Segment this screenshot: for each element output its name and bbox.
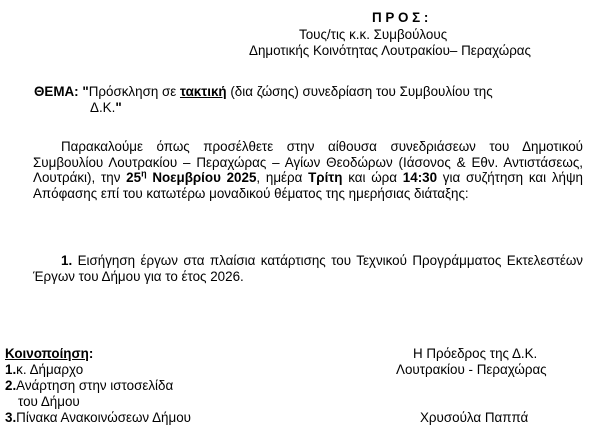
subject-line: ΘΕΜΑ: "Πρόσκληση σε τακτική (δια ζώσης) συνεδρίαση του Συμβουλίου της — [34, 84, 493, 99]
signature-role-2: Λουτρακίου - Περαχώρας — [396, 362, 547, 377]
distribution-item: 1.κ. Δήμαρχο — [5, 362, 84, 377]
subject-line-2: Δ.Κ." — [90, 100, 122, 115]
signature-role: Η Πρόεδρος της Δ.Κ. — [413, 346, 538, 361]
invitation-paragraph: Παρακαλούμε όπως προσέλθετε στην αίθουσα συνεδριάσεων του Δημοτικού Συμβουλίου Λουτρακίου – Περαχώρας – Αγίων Θεοδώρων (Ιάσονος & Εθν. Αντιστάσεως, Λουτράκι), την $25^\eta$ Νοεμβρίου 2025, ημέρα Τρίτη και ώρα 14:30 για συζήτηση και λήψη Απόφασης επί του κατωτέρω μοναδικού θέματος της ημερήσιας διάταξης: — [33, 139, 583, 201]
subject-meeting-type: τακτική — [179, 84, 227, 99]
distribution-title: Κοινοποίηση: — [5, 346, 94, 361]
recipient-label: Π Ρ Ο Σ : — [372, 10, 429, 25]
signature-name: Χρυσούλα Παππά — [420, 410, 529, 425]
agenda-item — [33, 253, 583, 284]
recipient-line-1: Τους/τις κ.κ. Συμβούλους — [299, 27, 448, 42]
recipient-line-2: Δημοτικής Κοινότητας Λουτρακίου– Περαχώρας — [249, 43, 532, 58]
meeting-time: 14:30 — [402, 170, 438, 185]
distribution-item: 3.Πίνακα Ανακοινώσεων Δήμου — [5, 410, 191, 425]
meeting-date: $25^\eta$ Νοεμβρίου 2025 — [126, 168, 257, 185]
meeting-weekday: Τρίτη — [308, 170, 343, 185]
distribution-item-continued: του Δήμου — [18, 394, 80, 409]
subject-label: ΘΕΜΑ: — [34, 84, 79, 99]
distribution-item: 2.Ανάρτηση στην ιστοσελίδα — [5, 378, 174, 393]
agenda-item-text: Εισήγηση έργων στα πλαίσια κατάρτισης του Τεχνικού Προγράμματος Εκτελεστέων Έργων του Δήμου για το έτος 2026. — [33, 253, 583, 284]
agenda-item-number: 1. — [61, 253, 73, 268]
